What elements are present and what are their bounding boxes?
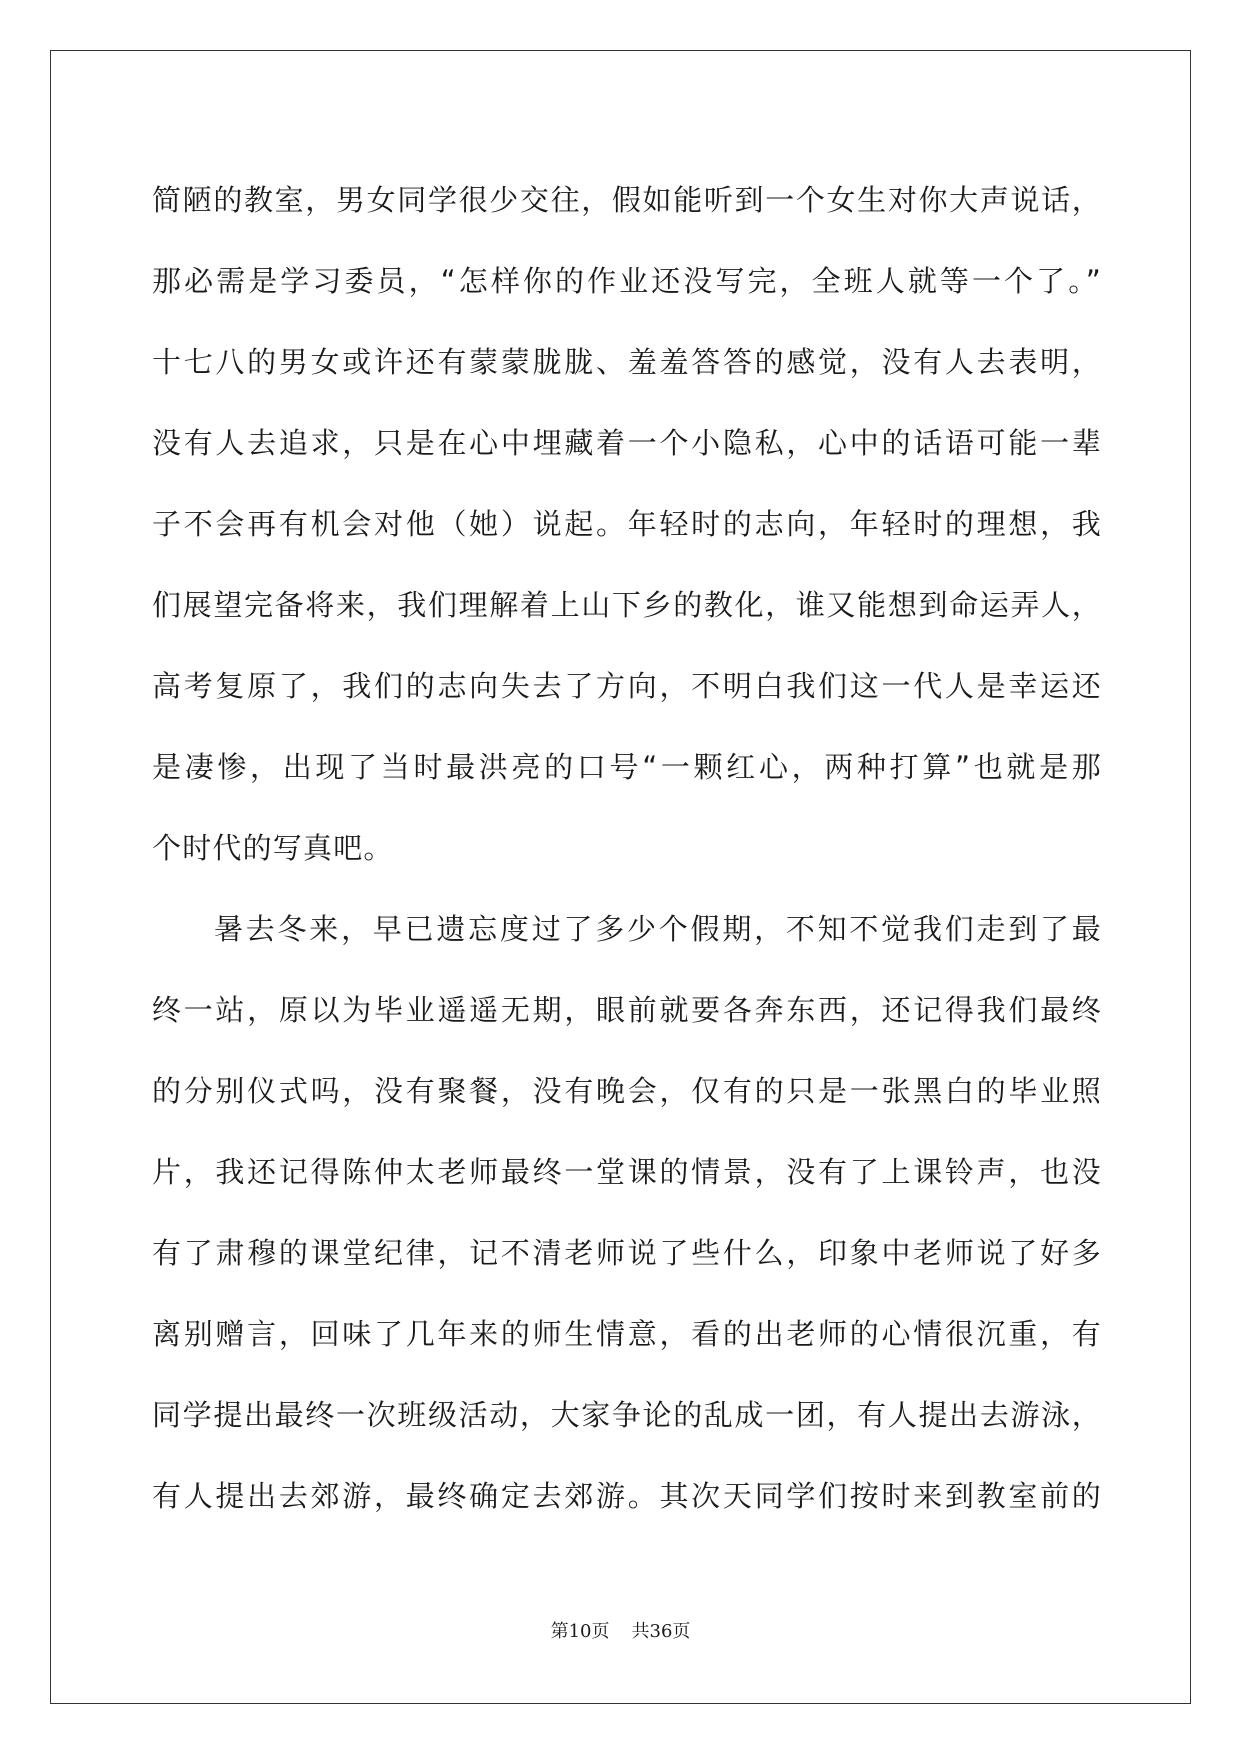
text-line: 简陋的教室，男女同学很少交往，假如能听到一个女生对你大声说话，	[152, 183, 1102, 217]
text-line: 有了肃穆的课堂纪律，记不清老师说了些什么，印象中老师说了好多	[152, 1236, 1102, 1270]
page-footer	[0, 1617, 1241, 1643]
page-number: 第10页	[550, 1621, 610, 1642]
text-line: 片，我还记得陈仲太老师最终一堂课的情景，没有了上课铃声，也没	[152, 1155, 1102, 1189]
text-line-paragraph-end: 个时代的写真吧。	[152, 831, 394, 865]
document-body	[152, 160, 1102, 1537]
text-line: 的分别仪式吗，没有聚餐，没有晚会，仅有的只是一张黑白的毕业照	[152, 1074, 1102, 1108]
page-total: 共36页	[631, 1621, 691, 1642]
text-line: 那必需是学习委员，“怎样你的作业还没写完，全班人就等一个了。”	[152, 264, 1102, 298]
text-line: 离别赠言，回味了几年来的师生情意，看的出老师的心情很沉重，有	[152, 1317, 1102, 1351]
text-line: 们展望完备将来，我们理解着上山下乡的教化，谁又能想到命运弄人，	[152, 588, 1102, 622]
text-line: 终一站，原以为毕业遥遥无期，眼前就要各奔东西，还记得我们最终	[152, 993, 1102, 1027]
text-line: 有人提出去郊游，最终确定去郊游。其次天同学们按时来到教室前的	[152, 1479, 1102, 1513]
text-line: 没有人去追求，只是在心中埋藏着一个小隐私，心中的话语可能一辈	[152, 426, 1102, 460]
text-line: 子不会再有机会对他（她）说起。年轻时的志向，年轻时的理想，我	[152, 507, 1102, 541]
text-line: 十七八的男女或许还有蒙蒙胧胧、羞羞答答的感觉，没有人去表明，	[152, 345, 1102, 379]
text-line-paragraph-start: 暑去冬来，早已遗忘度过了多少个假期，不知不觉我们走到了最	[214, 912, 1102, 946]
text-line: 高考复原了，我们的志向失去了方向，不明白我们这一代人是幸运还	[152, 669, 1102, 703]
text-line: 是凄惨，出现了当时最洪亮的口号“一颗红心，两种打算”也就是那	[152, 750, 1102, 784]
text-line: 同学提出最终一次班级活动，大家争论的乱成一团，有人提出去游泳，	[152, 1398, 1102, 1432]
